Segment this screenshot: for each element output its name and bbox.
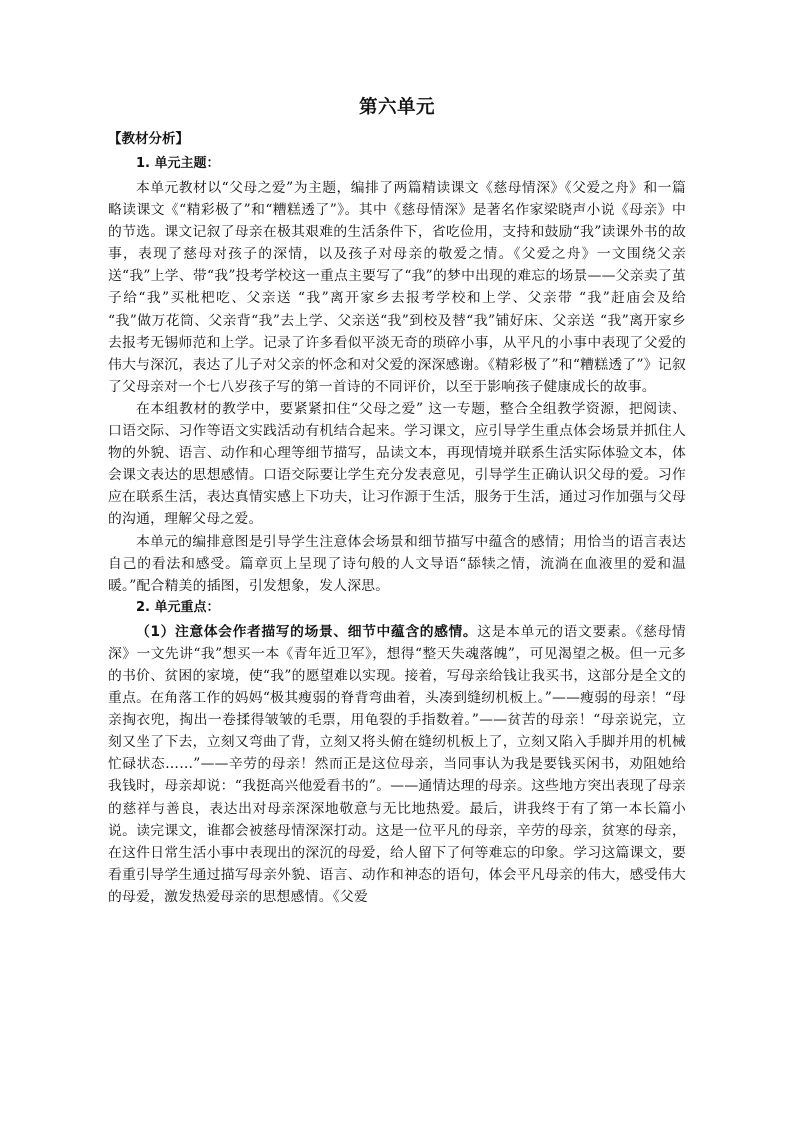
section-label-textbook-analysis: 【教材分析】	[108, 131, 189, 147]
paragraph-unit-theme: 本单元教材以“父母之爱”为主题，编排了两篇精读课文《慈母情深》《父爱之舟》和一篇略读课文《“精彩极了”和“糟糕透了”》。其中《慈母情深》是著名作家梁晓声小说《母亲》中的节选。课文记叙了母亲在极其艰难的生活条件下，省吃俭用，支持和鼓励“我”读课外书的故事，表现了慈母对孩子的深情，以及孩子对母亲的敬爱之情。《父爱之舟》一文围绕父亲送“我”上学、带“我”投考学校这一重点主要写了“我”的梦中出现的难忘的场景——父亲卖了茧子给“我”买枇杷吃、父亲送 “我”离开家乡去报考学校和上学、父亲带 “我”赶庙会及给 “我”做万花筒、父亲背“我”去上学、父亲送“我”到校及替“我”铺好床、父亲送 “我”离开家乡去报考无锡师范和上学。记录了许多看似平淡无奇的琐碎小事，从平凡的小事中表现了父爱的伟大与深沉，表达了儿子对父亲的怀念和对父爱的深深感谢。《精彩极了”和“糟糕透了”》记叙了父母亲对一个七八岁孩子写的第一首诗的不同评价，以至于影响孩子健康成长的故事。	[108, 180, 686, 395]
focus-1-body: 这是本单元的语文要素。《慈母情深》一文先讲“我”想买一本《青年近卫军》，想得“整天失魂落魄”，可见渴望之极。但一元多的书价、贫困的家境，使“我”的愿望难以实现。接着，写母亲给钱让我买书，这部分是全文的重点。在角落工作的妈妈“极其瘦弱的脊背弯曲着，头凑到缝纫机板上。”——瘦弱的母亲！“母亲掏衣兜，掏出一卷揉得皱皱的毛票，用龟裂的手指数着。”——贫苦的母亲！“母亲说完，立刻又坐了下去，立刻又弯曲了背，立刻又将头俯在缝纫机板上了，立刻又陷入手脚并用的机械忙碌状态……”——辛劳的母亲！然而正是这位母亲，当同事认为我是要钱买闲书，劝阻她给我钱时，母亲却说：“我挺高兴他爱看书的”。——通情达理的母亲。这些地方突出表现了母亲的慈祥与善良，表达出对母亲深深地敬意与无比地热爱。最后，讲我终于有了第一本长篇小说。读完课文，谁都会被慈母情深深打动。这是一位平凡的母亲，辛劳的母亲，贫寒的母亲，在这件日常生活小事中表现出的深沉的母爱，给人留下了何等难忘的印象。学习这篇课文，要看重引导学生通过描写母亲外貌、语言、动作和神态的语句，体会平凡母亲的伟大，感受伟大的母爱，激发热爱母亲的思想感情。《父爱	[108, 623, 686, 905]
page-title: 第六单元	[358, 97, 435, 118]
paragraph-teaching-approach: 在本组教材的教学中，要紧紧扣住“父母之爱” 这一专题，整合全组教学资源，把阅读、口语交际、习作等语文实践活动有机结合起来。学习课文，应引导学生重点体会场景并抓住人物的外貌、语言、动作和心理等细节描写，品读文本，再现情境并联系生活实际体验文本，体会课文表达的思想感情。口语交际要让学生充分发表意见，引导学生正确认识父母的爱。习作应在联系生活，表达真情实感上下功夫，让习作源于生活，服务于生活，通过习作加强与父母的沟通，理解父母之爱。	[108, 400, 686, 528]
paragraph-focus-1	[108, 621, 686, 908]
heading-unit-theme: 1. 单元主题：	[136, 156, 220, 171]
document-page	[108, 96, 686, 908]
heading-unit-focus: 2. 单元重点：	[136, 599, 220, 615]
focus-1-lead: （1）注意体会作者描写的场景、细节中蕴含的感情。	[136, 623, 478, 640]
paragraph-design-intent: 本单元的编排意图是引导学生注意体会场景和细节描写中蕴含的感情；用恰当的语言表达自己的看法和感受。篇章页上呈现了诗句般的人文导语“舔犊之情，流淌在血液里的爱和温暖。”配合精美的插图，引发想象，发人深思。	[108, 533, 686, 594]
